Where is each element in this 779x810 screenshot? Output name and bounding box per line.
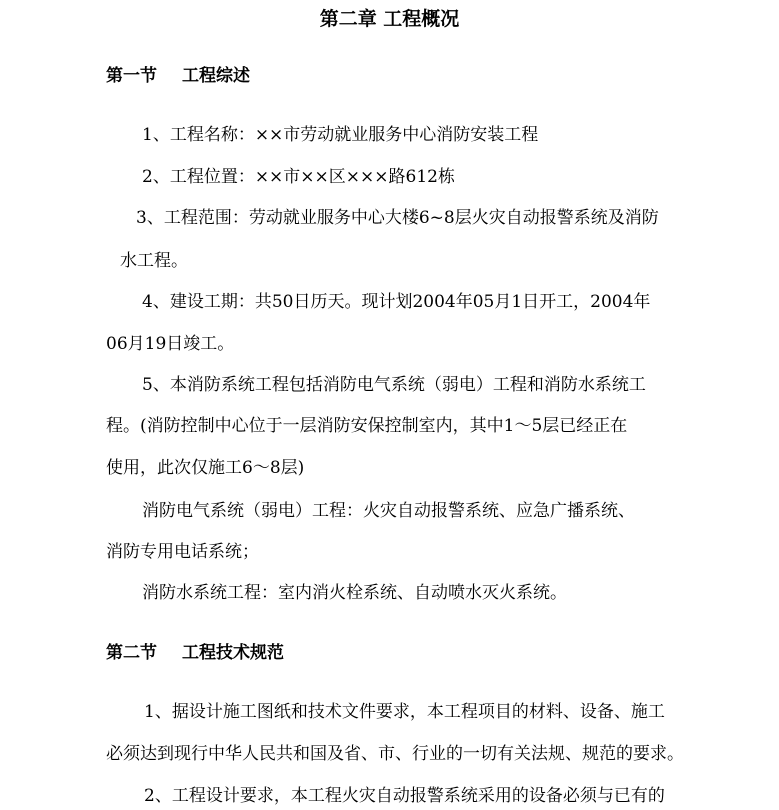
- section-heading-1: [106, 64, 250, 88]
- paragraph-line: 消防电气系统（弱电）工程：火灾自动报警系统、应急广播系统、: [142, 501, 635, 521]
- paragraph-line: 1、工程名称：××市劳动就业服务中心消防安装工程: [142, 125, 539, 145]
- section-heading-2: [106, 641, 284, 665]
- paragraph-line: 必须达到现行中华人民共和国及省、市、行业的一切有关法规、规范的要求。: [106, 744, 684, 764]
- section-number: 第一节: [106, 66, 157, 86]
- paragraph-line: 4、建设工期：共50日历天。现计划2004年05月1日开工，2004年: [142, 292, 651, 312]
- paragraph-line: 消防专用电话系统；: [106, 542, 259, 562]
- section-number: 第二节: [106, 643, 157, 663]
- paragraph-line: 5、本消防系统工程包括消防电气系统（弱电）工程和消防水系统工: [142, 375, 646, 395]
- section-title: 工程技术规范: [182, 643, 284, 663]
- section-title: 工程综述: [182, 66, 250, 86]
- paragraph-line: 2、工程位置：××市××区×××路612栋: [142, 167, 455, 187]
- paragraph-line: 消防水系统工程：室内消火栓系统、自动喷水灭火系统。: [142, 583, 567, 603]
- paragraph-line: 2、工程设计要求，本工程火灾自动报警系统采用的设备必须与已有的: [144, 786, 665, 806]
- paragraph-line: 水工程。: [120, 251, 188, 271]
- paragraph-line: 使用，此次仅施工6～8层): [106, 458, 305, 478]
- paragraph-line: 06月19日竣工。: [106, 334, 235, 354]
- paragraph-line: 3、工程范围：劳动就业服务中心大楼6~8层火灾自动报警系统及消防: [136, 208, 659, 228]
- paragraph-line: 程。(消防控制中心位于一层消防安保控制室内，其中1～5层已经正在: [106, 416, 628, 436]
- chapter-title: 第二章 工程概况: [319, 8, 460, 30]
- paragraph-line: 1、据设计施工图纸和技术文件要求，本工程项目的材料、设备、施工: [144, 702, 665, 722]
